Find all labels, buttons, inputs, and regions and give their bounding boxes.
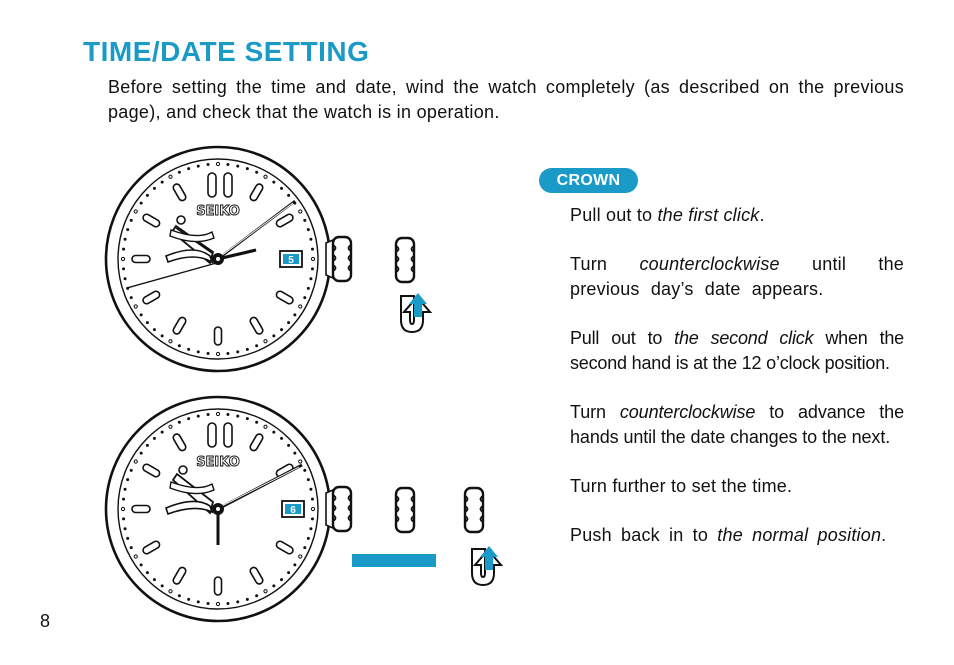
date-number: 5 — [288, 255, 294, 266]
counterclockwise-arrow-icon — [401, 293, 430, 332]
step-first-click: Pull out to the first click. — [570, 205, 765, 225]
crown-icon — [333, 237, 351, 281]
intro-text: Before setting the time and date, wind the watch completely (as described on the previous page), and check that the watch is in operation. — [108, 77, 904, 122]
watch-illustration-1 — [106, 147, 351, 371]
page-title: TIME/DATE SETTING — [83, 36, 370, 67]
date-window — [280, 251, 302, 267]
crown-icon — [396, 238, 414, 282]
crown-icon — [333, 487, 351, 531]
brand-logo: SEIKO — [196, 455, 240, 470]
step-previous-date: Turn counterclockwise until the previous day’s date appears. — [570, 254, 905, 299]
step-push-back: Push back in to the normal position. — [570, 525, 887, 545]
step-advance-date: Turn counterclockwise to advance the hands until the date changes to the next. — [570, 402, 904, 447]
crown-icon — [396, 488, 414, 532]
brand-logo: SEIKO — [196, 204, 240, 219]
step-set-time: Turn further to set the time. — [570, 476, 793, 496]
crown-icon — [465, 488, 483, 532]
watch-illustration-2 — [106, 397, 351, 621]
counterclockwise-arrow-icon — [472, 546, 501, 585]
date-number: 6 — [290, 505, 296, 516]
crown-badge: CROWN — [539, 168, 638, 193]
step-second-click: Pull out to the second click when the second hand is at the 12 o’clock position. — [570, 328, 904, 373]
page-number: 8 — [40, 611, 51, 631]
date-window — [282, 501, 304, 517]
